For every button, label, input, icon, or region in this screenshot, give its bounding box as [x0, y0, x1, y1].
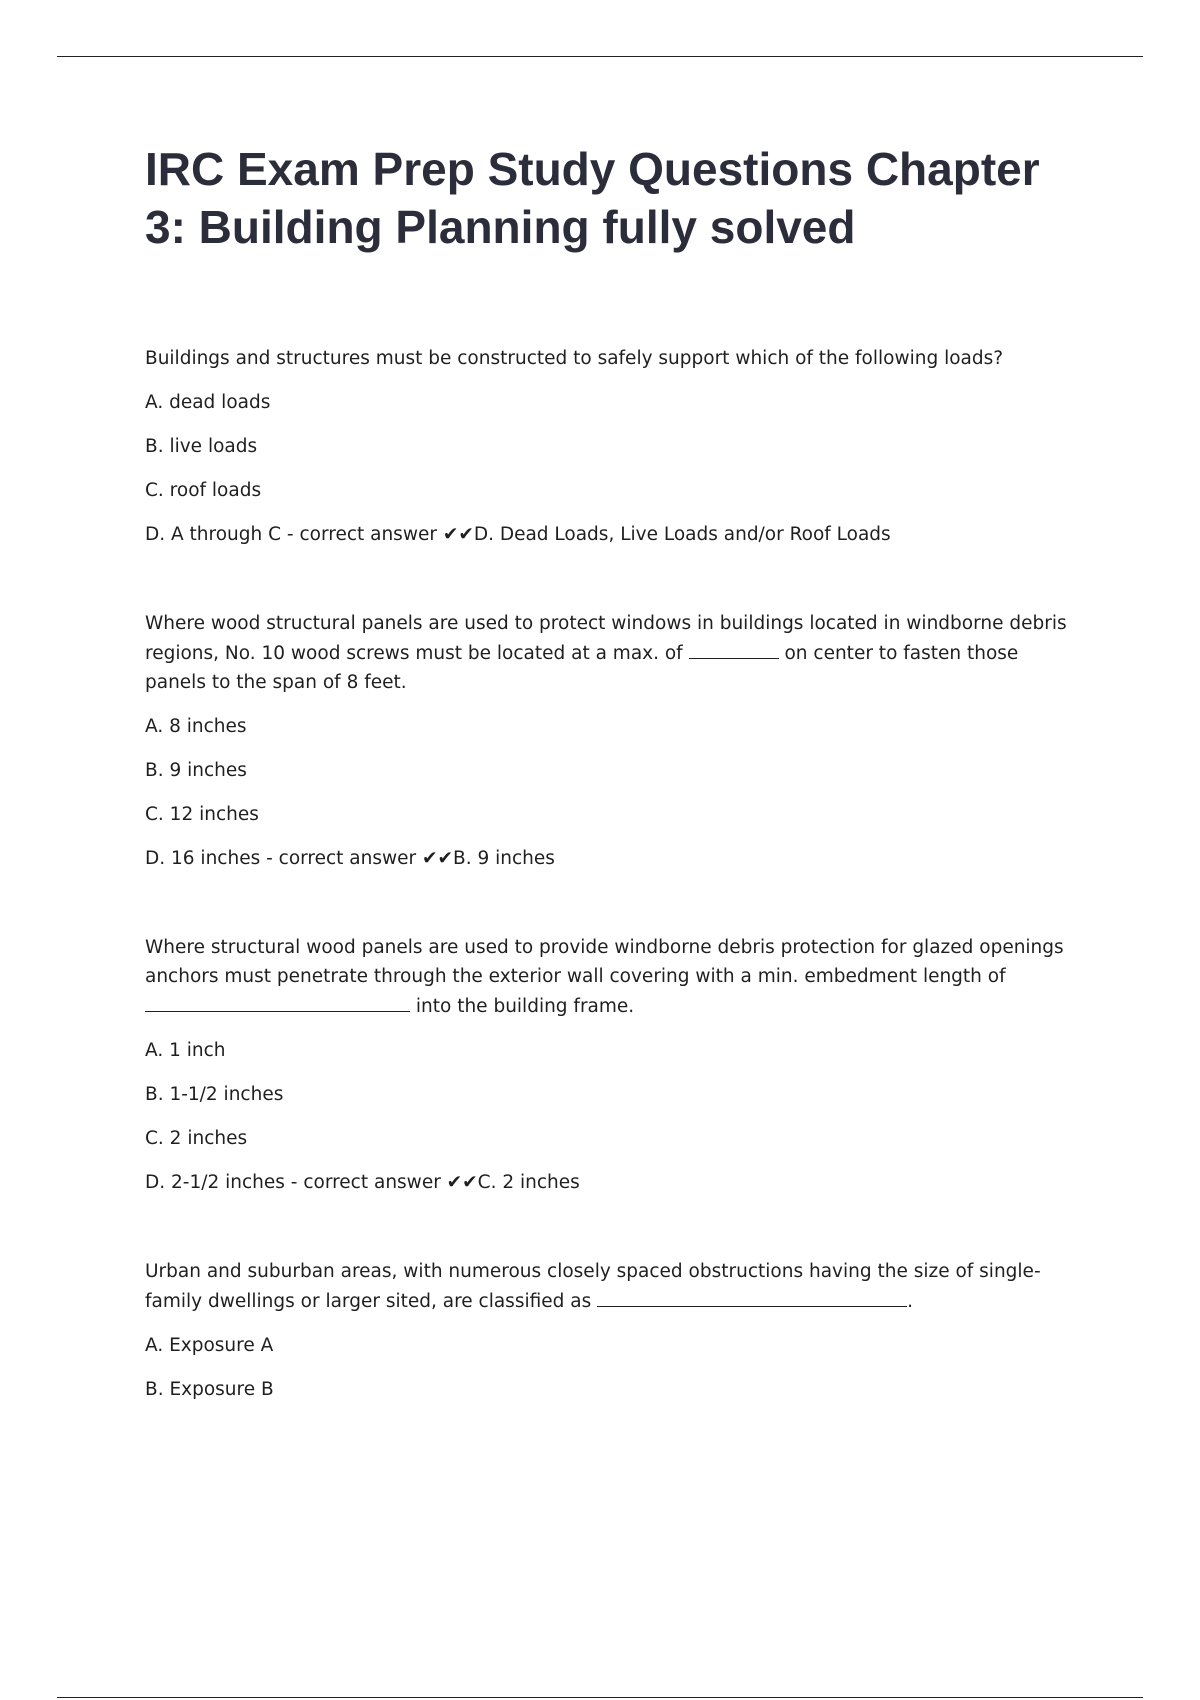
answer-option: B. 1-1/2 inches	[145, 1084, 284, 1105]
document-title: IRC Exam Prep Study Questions Chapter 3: Building Planning fully solved	[145, 143, 1040, 253]
answer-option: A. 8 inches	[145, 716, 247, 737]
top-rule	[57, 56, 1143, 57]
question-text: Buildings and structures must be constructed to safely support which of the following loads?	[145, 348, 1004, 369]
answer-option: C. 12 inches	[145, 804, 259, 825]
question-4	[145, 1257, 1085, 1404]
question-2	[145, 609, 1085, 873]
answer-option: B. Exposure B	[145, 1379, 274, 1400]
question-text-before: Where wood structural panels are used to protect windows in buildings located in windborne debris regions, No. 10 wood screws must be located at a max. of	[145, 613, 1067, 664]
answer-option: A. dead loads	[145, 392, 271, 413]
fill-in-blank	[145, 991, 410, 1012]
answer-option: B. 9 inches	[145, 760, 247, 781]
answer-option: B. live loads	[145, 436, 258, 457]
question-text	[145, 609, 1085, 697]
fill-in-blank	[597, 1286, 907, 1307]
question-1	[145, 344, 1085, 549]
answer-option: C. roof loads	[145, 480, 262, 501]
question-text-after: on center to fasten those panels to the span of 8 feet.	[145, 643, 1019, 693]
question-text-after: into the building frame.	[415, 996, 635, 1017]
bottom-rule	[57, 1697, 1143, 1698]
question-text	[145, 1257, 1085, 1316]
question-text-after: .	[907, 1291, 914, 1312]
answer-option: D. A through C - correct answer ✔✔D. Dead Loads, Live Loads and/or Roof Loads	[145, 524, 891, 545]
document-body	[145, 140, 1085, 1404]
fill-in-blank	[689, 638, 779, 659]
answer-option: D. 2-1/2 inches - correct answer ✔✔C. 2 inches	[145, 1172, 580, 1193]
question-text-before: Urban and suburban areas, with numerous closely spaced obstructions having the size of single-family dwellings or larger sited, are classified as	[145, 1261, 1041, 1312]
question-text	[145, 933, 1085, 1021]
answer-option: A. Exposure A	[145, 1335, 274, 1356]
answer-option: A. 1 inch	[145, 1040, 226, 1061]
answer-option: C. 2 inches	[145, 1128, 248, 1149]
answer-option: D. 16 inches - correct answer ✔✔B. 9 inches	[145, 848, 555, 869]
question-text-before: Where structural wood panels are used to provide windborne debris protection for glazed openings anchors must penetrate through the exterior wall covering with a min. embedment length of	[145, 937, 1064, 987]
question-3	[145, 933, 1085, 1197]
